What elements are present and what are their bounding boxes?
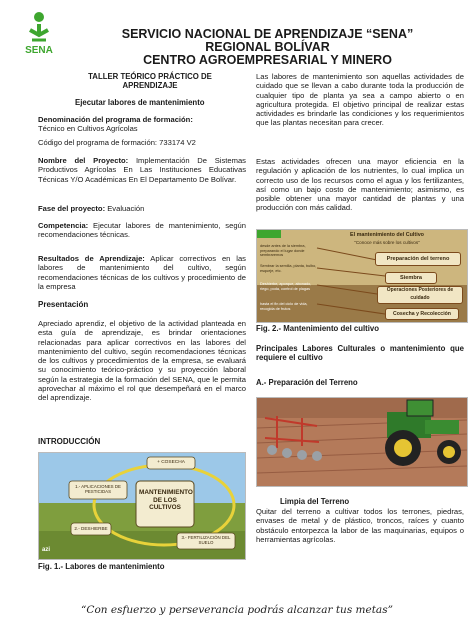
project-block: Nombre del Proyecto: Implementación De Sistemas Productivos Agrícolas En Las Instituciones Educativas Técnicas Y/O Académicas En El Departamento De Bolívar. bbox=[38, 156, 246, 184]
phase-block: Fase del proyecto: Evaluación bbox=[38, 204, 145, 213]
fig1-label-pesticides: 1.- APLICACIONES DE PESTICIDAS bbox=[75, 484, 121, 495]
fig2-box-care: Operaciones Posteriores de cuidado bbox=[377, 286, 463, 304]
fig2-box-terrain: Preparación del terreno bbox=[375, 252, 461, 266]
fig1-corner-mark: azi bbox=[42, 547, 51, 553]
fig2-box-sowing: Siembra bbox=[385, 272, 437, 284]
figure-2-crop-maintenance bbox=[256, 229, 468, 323]
fig2-subtitle: "Conoce más sobre los cultivos" bbox=[354, 240, 420, 245]
header-line-3: CENTRO AGROEMPRESARIAL Y MINERO bbox=[143, 53, 392, 67]
intro-paragraph-1: Las labores de mantenimiento son aquellas actividades de cuidado que se llevan a cabo durante toda la producción de cualquier tipo de planta ya sea a campo abierto o en agricultura protegida. El objetivo principal de realizar estas actividades es brindarle las condiciones y los requerimientos que las plantas necesitan para crecer. bbox=[256, 72, 464, 128]
program-block: Denominación del programa de formación: Técnico en Cultivos Agrícolas bbox=[38, 115, 193, 134]
fig1-label-fertilization: 3.- FERTILIZACIÓN DEL SUELO bbox=[181, 535, 231, 546]
figure-2-caption: Fig. 2.- Mantenimiento del cultivo bbox=[256, 324, 380, 333]
intro-title: INTRODUCCIÓN bbox=[38, 437, 101, 446]
intro-paragraph-2: Estas actividades ofrecen una mayor eficiencia en la regulación y aplicación de los nutrientes, lo cual implica un correcto uso de los recursos como el agua y los fertilizantes, así como un bajo costo de mantenimiento; asimismo, es posible obtener una mayor cantidad de plantas y una producción con más calidad. bbox=[256, 157, 464, 213]
footer-motto: “Con esfuerzo y perseverancia podrás alcanzar tus metas” bbox=[81, 604, 393, 616]
figure-1-caption: Fig. 1.- Labores de mantenimiento bbox=[38, 562, 165, 571]
tractor-photo bbox=[256, 397, 468, 487]
results-block: Resultados de Aprendizaje: Aplicar correctivos en las labores de mantenimiento del cultivo, según recomendaciones técnicas de los cultivos y procedimiento de la empresa bbox=[38, 254, 246, 291]
program-code: Código del programa de formación: 733174 V2 bbox=[38, 138, 196, 147]
workshop-title: TALLER TEÓRICO PRÁCTICO DE APRENDIZAJE bbox=[88, 72, 212, 91]
figure-1-maintenance-cycle bbox=[38, 452, 246, 560]
section-a-heading: A.- Preparación del Terreno bbox=[256, 378, 358, 387]
cleaning-title: Limpia del Terreno bbox=[280, 497, 350, 506]
principal-labors-heading: Principales Labores Culturales o mantenimiento que requiere el cultivo bbox=[256, 344, 464, 363]
header-line-2: REGIONAL BOLÍVAR bbox=[205, 40, 330, 54]
fig1-center-label: MANTENIMIENTO DE LOS CULTIVOS bbox=[139, 489, 193, 511]
presentation-title: Presentación bbox=[38, 300, 89, 309]
fig1-label-harvest: + COSECHA bbox=[157, 460, 185, 465]
fig2-box-harvest: Cosecha y Recolección bbox=[385, 308, 459, 320]
fig2-note-2: Sembrar la semilla, planta, bulbo, esqueje, etc. bbox=[260, 264, 317, 273]
sena-logo bbox=[18, 10, 60, 56]
fig2-note-3: Deshierbe, aporque, abonado, riego, poda, control de plagas bbox=[260, 282, 312, 291]
cleaning-text: Quitar del terreno a cultivar todos los terrones, piedras, envases de metal y de plástico, troncos, raíces y cuanto obstáculo entorpezca la labor de las maquinarias, equipos o herramientas agrícolas. bbox=[256, 507, 464, 544]
fig2-note-4: hasta el fin del ciclo de vida, recogida de frutos bbox=[260, 302, 308, 311]
presentation-text: Apreciado aprendiz, el objetivo de la actividad planteada en esta guía de aprendizaje, es brindar orientaciones relacionadas para aplicar correctivos en las labores del mantenimiento del cultivo, según recomendaciones técnicas de los cultivos y procedimientos de la empresa, se evaluará su conocimiento teórico-práctico y su proyección laboral según la estrategia de la formación del SENA, que le permita aprovechar al máximo el rol que desempeñará en el marco del aprendizaje. bbox=[38, 319, 246, 403]
fig2-title: El mantenimiento del Cultivo bbox=[350, 232, 424, 238]
workshop-subtitle: Ejecutar labores de mantenimiento bbox=[75, 98, 205, 107]
svg-text:SENA: SENA bbox=[25, 45, 53, 56]
fig2-note-1: desde antes de la siembra, preparando el lugar donde sembraremos bbox=[260, 244, 306, 258]
header-line-1: SERVICIO NACIONAL DE APRENDIZAJE “SENA” bbox=[121, 27, 414, 41]
competence-block: Competencia: Ejecutar labores de mantenimiento, según recomendaciones técnicas. bbox=[38, 221, 246, 240]
fig1-label-weeding: 2.- DESHIERBE bbox=[74, 526, 108, 531]
